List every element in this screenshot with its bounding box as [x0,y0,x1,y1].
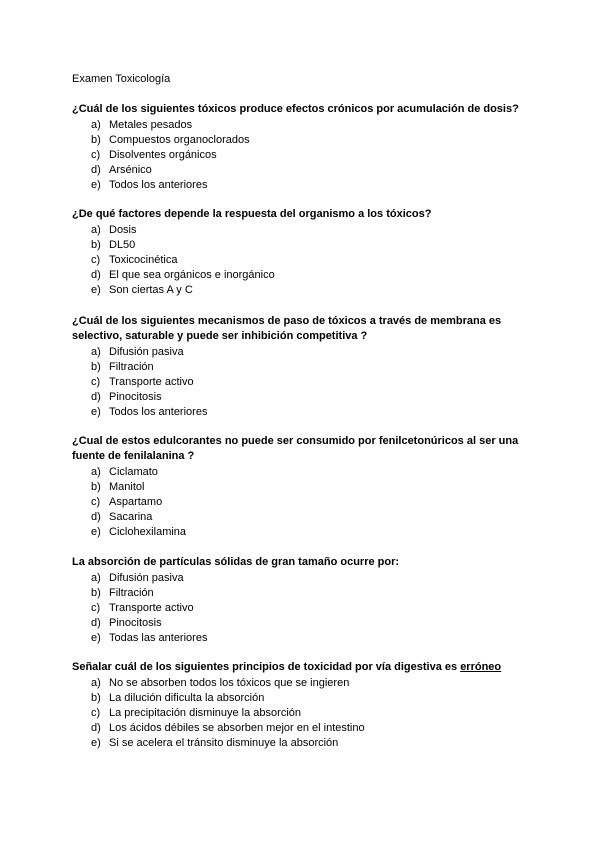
option-d: d) Pinocitosis [91,617,162,629]
option-c: c) Toxicocinética [91,254,178,266]
option-b: b) Manitol [91,481,145,493]
option-d: d) Pinocitosis [91,391,162,403]
options-list [72,571,542,646]
question-3 [72,314,532,420]
option-a: a) No se absorben todos los tóxicos que se ingieren [91,677,350,689]
option-a: a) Metales pesados [91,119,193,131]
option-a: a) Difusión pasiva [91,346,184,358]
option-d: d) Los ácidos débiles se absorben mejor en el intestino [91,722,365,734]
option-b: b) La dilución dificulta la absorción [91,692,265,704]
question-text: La absorción de partículas sólidas de gran tamaño ocurre por: [72,556,400,568]
option-c: c) Transporte activo [91,602,194,614]
option-e: e) Son ciertas A y C [91,284,193,296]
options-list [72,118,542,193]
option-e: e) Ciclohexilamina [91,526,187,538]
question-4 [72,434,532,540]
option-e: e) Todos los anteriores [91,406,208,418]
option-e: e) Si se acelera el tránsito disminuye la absorción [91,737,339,749]
document-title: Examen Toxicología [72,73,171,85]
option-b: b) Filtración [91,587,154,599]
option-a: a) Difusión pasiva [91,572,184,584]
question-text-main: Señalar cuál de los siguientes principios de toxicidad por vía digestiva es [72,661,461,673]
option-a: a) Dosis [91,224,137,236]
question-text [72,660,552,675]
option-b: b) DL50 [91,239,136,251]
option-c: c) La precipitación disminuye la absorción [91,707,301,719]
options-list [72,465,532,540]
question-text: ¿Cuál de los siguientes mecanismos de paso de tóxicos a través de membrana es selectivo, saturable y puede ser inhibición competitiva ? [72,315,502,342]
option-b: b) Filtración [91,361,154,373]
question-text: ¿De qué factores depende la respuesta del organismo a los tóxicos? [72,208,432,220]
question-text: ¿Cual de estos edulcorantes no puede ser consumido por fenilcetonúricos al ser una fuente de fenilalanina ? [72,435,519,462]
question-text-emphasis: erróneo [460,661,502,673]
question-5 [72,555,542,646]
option-d: d) El que sea orgánicos e inorgánico [91,269,275,281]
question-1 [72,102,542,193]
options-list [72,345,532,420]
question-2 [72,207,542,298]
question-text: ¿Cuál de los siguientes tóxicos produce efectos crónicos por acumulación de dosis? [72,103,519,115]
question-6 [72,660,552,751]
options-list [72,223,542,298]
options-list [72,676,552,751]
option-e: e) Todos los anteriores [91,179,208,191]
option-c: c) Transporte activo [91,376,194,388]
option-b: b) Compuestos organoclorados [91,134,250,146]
option-c: c) Disolventes orgánicos [91,149,217,161]
option-d: d) Arsénico [91,164,152,176]
option-a: a) Ciclamato [91,466,158,478]
option-d: d) Sacarina [91,511,153,523]
option-c: c) Aspartamo [91,496,163,508]
option-e: e) Todas las anteriores [91,632,208,644]
